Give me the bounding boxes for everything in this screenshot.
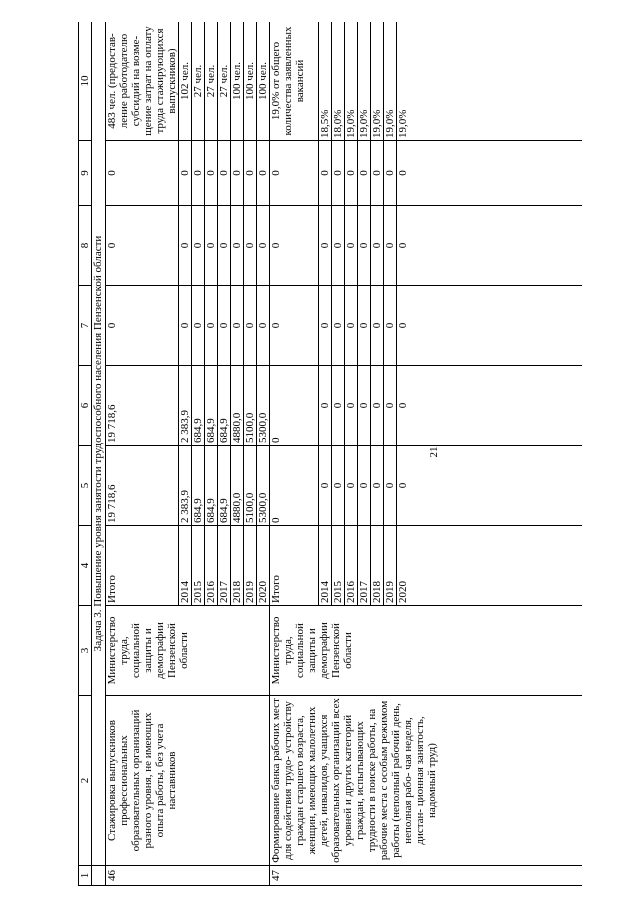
year: 2018: [231, 526, 244, 606]
cell-c8: 0: [244, 206, 257, 286]
cell-c8: 0: [179, 206, 192, 286]
total-c7: 0: [106, 286, 179, 366]
cell-c7: 0: [371, 286, 384, 366]
total-c6: 19 718,6: [106, 366, 179, 446]
row-number: 47: [270, 866, 583, 886]
cell-c5: 4880,0: [231, 446, 244, 526]
cell-c5: 0: [358, 446, 371, 526]
cell-c10: 27 чел.: [205, 22, 218, 141]
cell-c6: 0: [397, 366, 583, 446]
cell-c7: 0: [319, 286, 332, 366]
cell-c9: 0: [231, 141, 244, 206]
column-number-row: [79, 22, 92, 886]
year: 2017: [218, 526, 231, 606]
event-description: Формирование банка рабочих мест для содействия трудо- устройству граждан старшего возраста, женщин, имеющих малолетних детей, инвалидов, учащихся образовательных организаций всех уровней и других категорий граждан, испытывающих трудности в поиске работы, на рабочие места с особым режимом работы (неполный рабочий день, неполная рабо- чая неделя, дистан- ционная занятость, надомный труд): [270, 696, 583, 866]
cell-c10: 19,0%: [397, 22, 583, 141]
col-header: 2: [79, 696, 92, 866]
cell-c10: 100 чел.: [244, 22, 257, 141]
year: 2014: [179, 526, 192, 606]
cell-c7: 0: [257, 286, 270, 366]
cell-c6: 684,9: [205, 366, 218, 446]
cell-c6: 2 383,9: [179, 366, 192, 446]
total-c8: 0: [106, 206, 179, 286]
task-title: Задача 3. Повышение уровня занятости трудоспособного населения Пензенской области: [92, 22, 106, 866]
total-c10: 19,0% от общего количества заявленных вакансий: [270, 22, 319, 141]
cell-c8: 0: [257, 206, 270, 286]
cell-c6: 0: [332, 366, 345, 446]
cell-c8: 0: [319, 206, 332, 286]
cell-c9: 0: [358, 141, 371, 206]
year: 2016: [345, 526, 358, 606]
cell-c8: 0: [332, 206, 345, 286]
cell-c10: 27 чел.: [218, 22, 231, 141]
cell-c9: 0: [384, 141, 397, 206]
total-c9: 0: [106, 141, 179, 206]
cell-c6: 0: [358, 366, 371, 446]
cell-c8: 0: [231, 206, 244, 286]
cell-c7: 0: [358, 286, 371, 366]
cell-c10: 19,0%: [384, 22, 397, 141]
total-c10: 483 чел. (предостав- ление работодателю субсидий на возме- щение затрат на оплату труда стажирующихся выпускников): [106, 22, 179, 141]
executor: Министерство труда, социальной защиты и демографии Пензенской области: [106, 606, 270, 696]
year: 2020: [397, 526, 583, 606]
cell-c7: 0: [205, 286, 218, 366]
cell-c6: 0: [319, 366, 332, 446]
cell-c7: 0: [345, 286, 358, 366]
cell-c7: 0: [397, 286, 583, 366]
year: 2017: [358, 526, 371, 606]
cell-c8: 0: [218, 206, 231, 286]
cell-c5: 0: [384, 446, 397, 526]
cell-c10: 27 чел.: [192, 22, 205, 141]
cell-c8: 0: [358, 206, 371, 286]
rotated-table-content: [78, 22, 582, 886]
total-label: Итого: [270, 526, 319, 606]
cell-c5: 2 383,9: [179, 446, 192, 526]
col-header: 10: [79, 22, 92, 141]
cell-c9: 0: [192, 141, 205, 206]
col-header: 3: [79, 606, 92, 696]
year: 2019: [244, 526, 257, 606]
year: 2020: [257, 526, 270, 606]
cell-c5: 5100,0: [244, 446, 257, 526]
year: 2016: [205, 526, 218, 606]
cell-c6: 0: [345, 366, 358, 446]
cell-c10: 18,5%: [319, 22, 332, 141]
cell-c10: 100 чел.: [257, 22, 270, 141]
total-c6: 0: [270, 366, 319, 446]
cell-c5: 0: [332, 446, 345, 526]
cell-c6: 5300,0: [257, 366, 270, 446]
cell-c5: 684,9: [205, 446, 218, 526]
cell-c5: 0: [319, 446, 332, 526]
total-c7: 0: [270, 286, 319, 366]
cell-c9: 0: [345, 141, 358, 206]
cell-c9: 0: [257, 141, 270, 206]
cell-c8: 0: [192, 206, 205, 286]
cell-c8: 0: [345, 206, 358, 286]
cell-c8: 0: [371, 206, 384, 286]
cell-c6: 684,9: [192, 366, 205, 446]
col-header: 1: [79, 866, 92, 886]
cell-c9: 0: [319, 141, 332, 206]
cell-c5: 5300,0: [257, 446, 270, 526]
cell-c6: 5100,0: [244, 366, 257, 446]
col-header: 6: [79, 366, 92, 446]
cell-c7: 0: [192, 286, 205, 366]
cell-c8: 0: [384, 206, 397, 286]
program-table: [78, 22, 582, 886]
executor: Министерство труда, социальной защиты и демографии Пензенской области: [270, 606, 583, 696]
year: 2019: [384, 526, 397, 606]
rotated-table-viewport: [78, 22, 582, 886]
total-c5: 0: [270, 446, 319, 526]
row-number: 46: [106, 866, 270, 886]
cell-c10: 100 чел.: [231, 22, 244, 141]
cell-c5: 684,9: [218, 446, 231, 526]
cell-c6: 4880,0: [231, 366, 244, 446]
col-header: 9: [79, 141, 92, 206]
cell-c7: 0: [231, 286, 244, 366]
cell-c10: 19,0%: [371, 22, 384, 141]
cell-c5: 684,9: [192, 446, 205, 526]
event-description: Стажировка выпускников профессиональных образовательных организаций разного уровня, не имеющих опыта работы, без учета наставников: [106, 696, 270, 866]
cell-c6: 0: [371, 366, 384, 446]
cell-c7: 0: [384, 286, 397, 366]
cell-c9: 0: [244, 141, 257, 206]
total-c9: 0: [270, 141, 319, 206]
cell-c8: 0: [205, 206, 218, 286]
cell-c5: 0: [397, 446, 583, 526]
col-header: 8: [79, 206, 92, 286]
col-header: 4: [79, 526, 92, 606]
cell-c7: 0: [244, 286, 257, 366]
cell-c10: 18,0%: [332, 22, 345, 141]
cell-c5: 0: [345, 446, 358, 526]
year: 2015: [192, 526, 205, 606]
col-header: 5: [79, 446, 92, 526]
page-number: 21: [428, 446, 440, 458]
year: 2014: [319, 526, 332, 606]
cell-c9: 0: [332, 141, 345, 206]
cell-c10: 19,0%: [345, 22, 358, 141]
year: 2018: [371, 526, 384, 606]
cell-c7: 0: [179, 286, 192, 366]
cell-c10: 102 чел.: [179, 22, 192, 141]
table-row-47: [270, 22, 319, 886]
total-c8: 0: [270, 206, 319, 286]
cell-c7: 0: [218, 286, 231, 366]
cell-c5: 0: [371, 446, 384, 526]
cell-c9: 0: [205, 141, 218, 206]
year: 2015: [332, 526, 345, 606]
cell-c6: 684,9: [218, 366, 231, 446]
cell-c9: 0: [371, 141, 384, 206]
cell-c8: 0: [397, 206, 583, 286]
total-label: Итого: [106, 526, 179, 606]
cell-c9: 0: [179, 141, 192, 206]
table-row-46: [106, 22, 179, 886]
task-row: [92, 22, 106, 886]
cell-c6: 0: [384, 366, 397, 446]
cell-c10: 19,0%: [358, 22, 371, 141]
col-header: 7: [79, 286, 92, 366]
cell-c7: 0: [332, 286, 345, 366]
cell-c9: 0: [397, 141, 583, 206]
cell-c9: 0: [218, 141, 231, 206]
total-c5: 19 718,6: [106, 446, 179, 526]
